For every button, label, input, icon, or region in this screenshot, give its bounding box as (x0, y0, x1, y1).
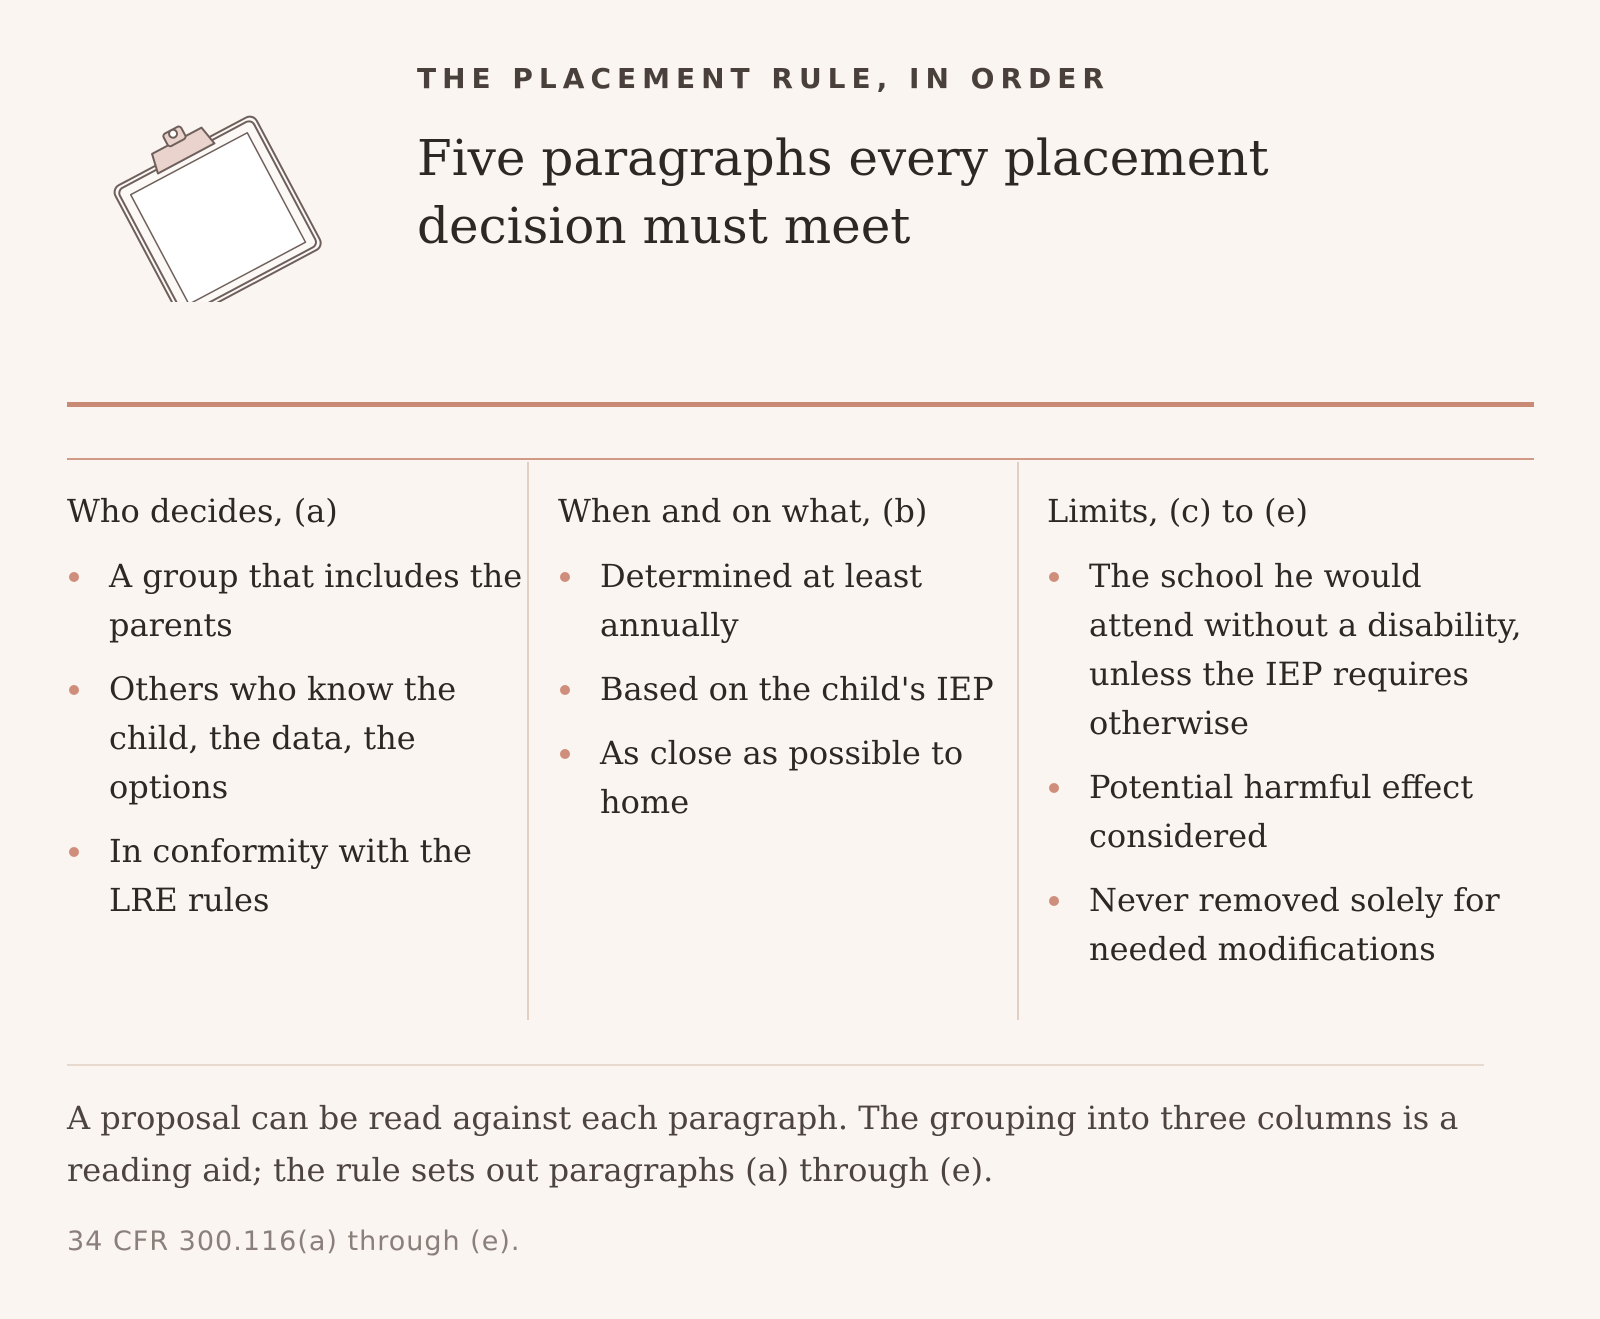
bullet-dot (560, 749, 570, 759)
list-item-text: As close as possible to home (600, 734, 964, 821)
column-list (1047, 552, 1534, 974)
bullet-dot (1049, 572, 1059, 582)
column-when-and-on-what (527, 462, 1017, 1020)
bullet-dot (69, 847, 79, 857)
list-item (67, 552, 527, 650)
list-item (67, 827, 527, 925)
bullet-dot (1049, 783, 1059, 793)
bullet-dot (560, 685, 570, 695)
column-heading: Who decides, (a) (67, 492, 338, 530)
list-item-text: The school he would attend without a disability, unless the IEP requires otherwise (1089, 557, 1522, 742)
bullet-dot (1049, 896, 1059, 906)
list-item-text: A group that includes the parents (109, 557, 523, 644)
citation: 34 CFR 300.116(a) through (e). (67, 1226, 521, 1257)
list-item (1047, 552, 1534, 748)
column-who-decides (67, 462, 527, 1020)
list-item (67, 665, 527, 812)
column-limits (1017, 462, 1534, 1020)
column-list (67, 552, 527, 925)
list-item-text: In conformity with the LRE rules (109, 832, 472, 919)
list-item (558, 552, 1017, 650)
list-item (558, 729, 1017, 827)
list-item (1047, 876, 1534, 974)
eyebrow-label: THE PLACEMENT RULE, IN ORDER (417, 62, 1110, 95)
column-list (558, 552, 1017, 827)
header-divider (67, 402, 1534, 407)
list-item-text: Others who know the child, the data, the options (109, 670, 457, 806)
list-item (558, 665, 1017, 714)
bullet-dot (69, 572, 79, 582)
page-title: Five paragraphs every placement decision must meet (417, 129, 1269, 255)
list-item-text: Determined at least annually (600, 557, 923, 644)
list-item-text: Based on the child's IEP (600, 670, 994, 708)
table-top-divider (67, 458, 1534, 460)
footer-note: A proposal can be read against each paragraph. The grouping into three columns is a reading aid; the rule sets out paragraphs (a) through (e). (67, 1099, 1459, 1189)
column-heading: When and on what, (b) (558, 492, 928, 530)
bullet-dot (69, 685, 79, 695)
list-item-text: Never removed solely for needed modifications (1089, 881, 1500, 968)
clipboard-icon (92, 112, 332, 302)
bullet-dot (560, 572, 570, 582)
footer-divider (67, 1064, 1484, 1066)
list-item (1047, 763, 1534, 861)
column-heading: Limits, (c) to (e) (1047, 492, 1308, 530)
list-item-text: Potential harmful effect considered (1089, 768, 1474, 855)
